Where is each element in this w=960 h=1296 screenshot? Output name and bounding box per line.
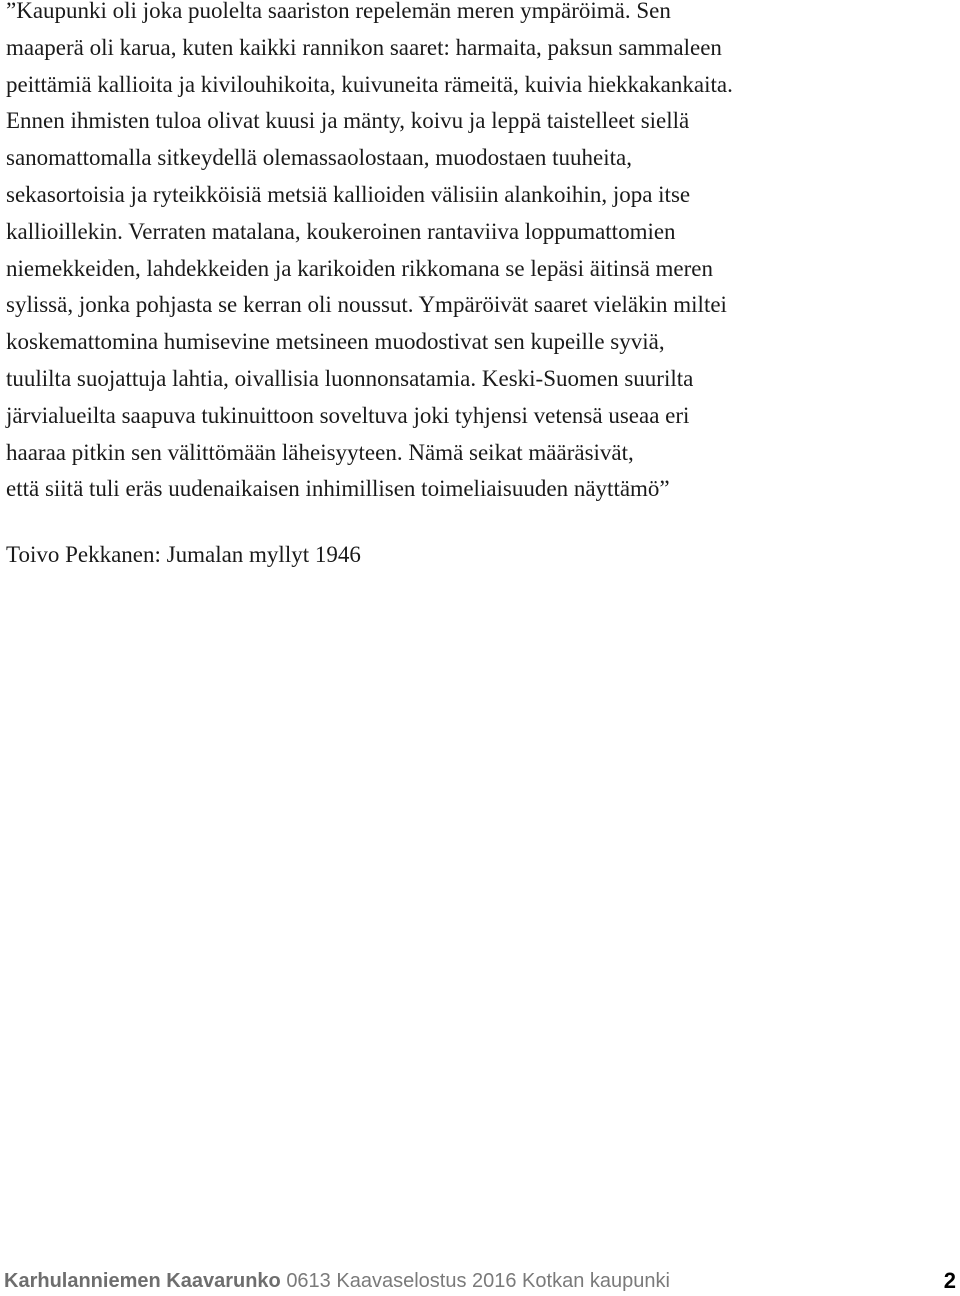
- quote-block: [6, 0, 846, 508]
- quote-line: peittämiä kallioita ja kivilouhikoita, kuivuneita rämeitä, kuivia hiekkakankaita.: [6, 71, 733, 97]
- quote-line: kallioillekin. Verraten matalana, koukeroinen rantaviiva loppumattomien: [6, 218, 676, 244]
- quote-line: sylissä, jonka pohjasta se kerran oli noussut. Ympäröivät saaret vieläkin miltei: [6, 292, 727, 318]
- quote-line: järvialueilta saapuva tukinuittoon soveltuva joki tyhjensi vetensä useaa eri: [6, 402, 690, 428]
- quote-line: maaperä oli karua, kuten kaikki rannikon saaret: harmaita, paksun sammaleen: [6, 34, 722, 60]
- page-footer: [4, 1266, 956, 1296]
- quote-line: haaraa pitkin sen välittömään läheisyyteen. Nämä seikat määräsivät,: [6, 439, 634, 465]
- quote-line: että siitä tuli eräs uudenaikaisen inhimillisen toimeliaisuuden näyttämö”: [6, 476, 670, 502]
- page-number: 2: [943, 1268, 956, 1293]
- quote-attribution: Toivo Pekkanen: Jumalan myllyt 1946: [6, 542, 361, 567]
- quote-line: niemekkeiden, lahdekkeiden ja karikoiden rikkomana se lepäsi äitinsä meren: [6, 255, 713, 281]
- quote-line: sanomattomalla sitkeydellä olemassaolostaan, muodostaen tuuheita,: [6, 145, 632, 171]
- quote-line: ”Kaupunki oli joka puolelta saariston repelemän meren ympäröimä. Sen: [6, 0, 671, 23]
- footer-document-info: 0613 Kaavaselostus 2016 Kotkan kaupunki: [286, 1270, 670, 1292]
- quote-line: Ennen ihmisten tuloa olivat kuusi ja mänty, koivu ja leppä taistelleet siellä: [6, 108, 690, 134]
- quote-line: tuulilta suojattuja lahtia, oivallisia luonnonsatamia. Keski-Suomen suurilta: [6, 365, 694, 391]
- footer-project-title: Karhulanniemen Kaavarunko: [4, 1270, 281, 1292]
- quote-line: sekasortoisia ja ryteikköisiä metsiä kallioiden välisiin alankoihin, jopa itse: [6, 181, 691, 207]
- quote-line: koskemattomina humisevine metsineen muodostivat sen kupeille syviä,: [6, 329, 665, 355]
